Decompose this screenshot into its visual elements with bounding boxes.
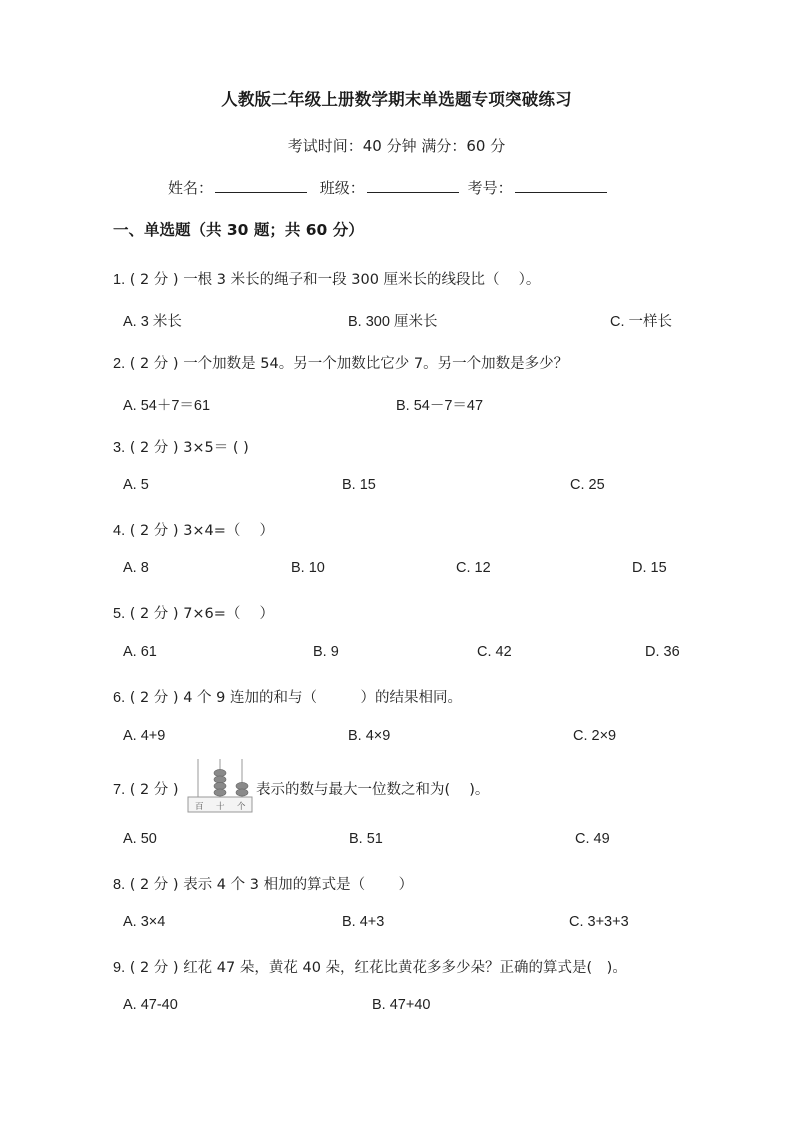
- abacus-icon: [186, 757, 256, 819]
- question-points: ( 2 分 ): [129, 690, 179, 706]
- question-text: 红花 47 朵，黄花 40 朵，红花比黄花多多少朵？正确的算式是( )。: [183, 960, 627, 976]
- svg-text:个: 个: [237, 802, 246, 812]
- question-points: ( 2 分 ): [129, 782, 179, 798]
- q5-option-b[interactable]: B. 9: [313, 644, 339, 660]
- student-info-line: [168, 177, 611, 198]
- q4-option-b[interactable]: B. 10: [291, 560, 325, 576]
- q7-option-b[interactable]: B. 51: [349, 831, 383, 847]
- q6-option-c[interactable]: C. 2×9: [573, 728, 617, 744]
- q1-option-b[interactable]: B. 300 厘米长: [348, 314, 438, 330]
- question-8: [113, 873, 413, 894]
- question-text: 4 个 9 连加的和与（ ）的结果相同。: [183, 690, 462, 706]
- name-blank[interactable]: [215, 178, 307, 193]
- question-text: 一个加数是 54。另一个加数比它少 7。另一个加数是多少？: [183, 356, 569, 372]
- question-4: [113, 519, 274, 540]
- question-points: ( 2 分 ): [129, 272, 179, 288]
- q2-option-a[interactable]: A. 54＋7＝61: [123, 398, 211, 414]
- question-text: 表示 4 个 3 相加的算式是（ ）: [183, 877, 414, 893]
- question-number: 3.: [113, 440, 126, 456]
- q7-option-a[interactable]: A. 50: [123, 831, 157, 847]
- question-number: 8.: [113, 877, 126, 893]
- class-field: [320, 177, 463, 198]
- q3-option-c[interactable]: C. 25: [570, 477, 605, 493]
- question-points: ( 2 分 ): [129, 877, 179, 893]
- q9-option-a[interactable]: A. 47-40: [123, 997, 178, 1013]
- q1-option-c[interactable]: C. 一样长: [610, 314, 673, 330]
- exam-info: 考试时间：40 分钟 满分：60 分: [287, 137, 506, 155]
- q4-option-c[interactable]: C. 12: [456, 560, 491, 576]
- question-7: [113, 778, 179, 799]
- q2-option-b[interactable]: B. 54－7＝47: [396, 398, 484, 414]
- svg-text:十: 十: [216, 802, 225, 812]
- q8-option-c[interactable]: C. 3+3+3: [569, 914, 629, 930]
- question-text: 3×4=（ ）: [183, 523, 275, 539]
- question-7-text: 表示的数与最大一位数之和为( )。: [256, 782, 490, 798]
- question-text: 7×6=（ ）: [183, 606, 275, 622]
- question-number: 4.: [113, 523, 126, 539]
- question-points: ( 2 分 ): [129, 356, 179, 372]
- svg-text:百: 百: [195, 802, 204, 812]
- question-6: [113, 686, 462, 707]
- question-9: [113, 956, 627, 977]
- q8-option-b[interactable]: B. 4+3: [342, 914, 385, 930]
- exam-id-label: 考号：: [467, 179, 513, 197]
- question-number: 2.: [113, 356, 126, 372]
- q5-option-d[interactable]: D. 36: [645, 644, 680, 660]
- question-points: ( 2 分 ): [129, 606, 179, 622]
- question-number: 1.: [113, 272, 126, 288]
- question-points: ( 2 分 ): [129, 440, 179, 456]
- section-heading: 一、单选题（共 30 题；共 60 分）: [113, 221, 364, 239]
- q3-option-b[interactable]: B. 15: [342, 477, 376, 493]
- question-1: [113, 268, 540, 289]
- class-label: 班级：: [319, 179, 365, 197]
- question-number: 7.: [113, 782, 126, 798]
- q3-option-a[interactable]: A. 5: [123, 477, 149, 493]
- q6-option-b[interactable]: B. 4×9: [348, 728, 391, 744]
- q4-option-d[interactable]: D. 15: [632, 560, 667, 576]
- q1-option-a[interactable]: A. 3 米长: [123, 314, 182, 330]
- q5-option-c[interactable]: C. 42: [477, 644, 512, 660]
- question-points: ( 2 分 ): [129, 523, 179, 539]
- document-title: 人教版二年级上册数学期末单选题专项突破练习: [221, 90, 572, 109]
- name-field: [168, 177, 311, 198]
- question-text: 一根 3 米长的绳子和一段 300 厘米长的线段比（ ）。: [183, 272, 541, 288]
- question-number: 6.: [113, 690, 126, 706]
- q6-option-a[interactable]: A. 4+9: [123, 728, 166, 744]
- q5-option-a[interactable]: A. 61: [123, 644, 157, 660]
- name-label: 姓名：: [168, 179, 214, 197]
- question-number: 5.: [113, 606, 126, 622]
- abacus-image: [186, 757, 256, 823]
- question-2: [113, 352, 568, 373]
- question-number: 9.: [113, 960, 126, 976]
- class-blank[interactable]: [367, 178, 459, 193]
- q4-option-a[interactable]: A. 8: [123, 560, 149, 576]
- q8-option-a[interactable]: A. 3×4: [123, 914, 166, 930]
- question-points: ( 2 分 ): [129, 960, 179, 976]
- question-5: [113, 602, 274, 623]
- q9-option-b[interactable]: B. 47+40: [372, 997, 431, 1013]
- q7-option-c[interactable]: C. 49: [575, 831, 610, 847]
- exam-id-field: [468, 177, 611, 198]
- exam-id-blank[interactable]: [515, 178, 607, 193]
- question-3: [113, 436, 249, 457]
- question-text: 3×5＝ ( ): [183, 440, 249, 456]
